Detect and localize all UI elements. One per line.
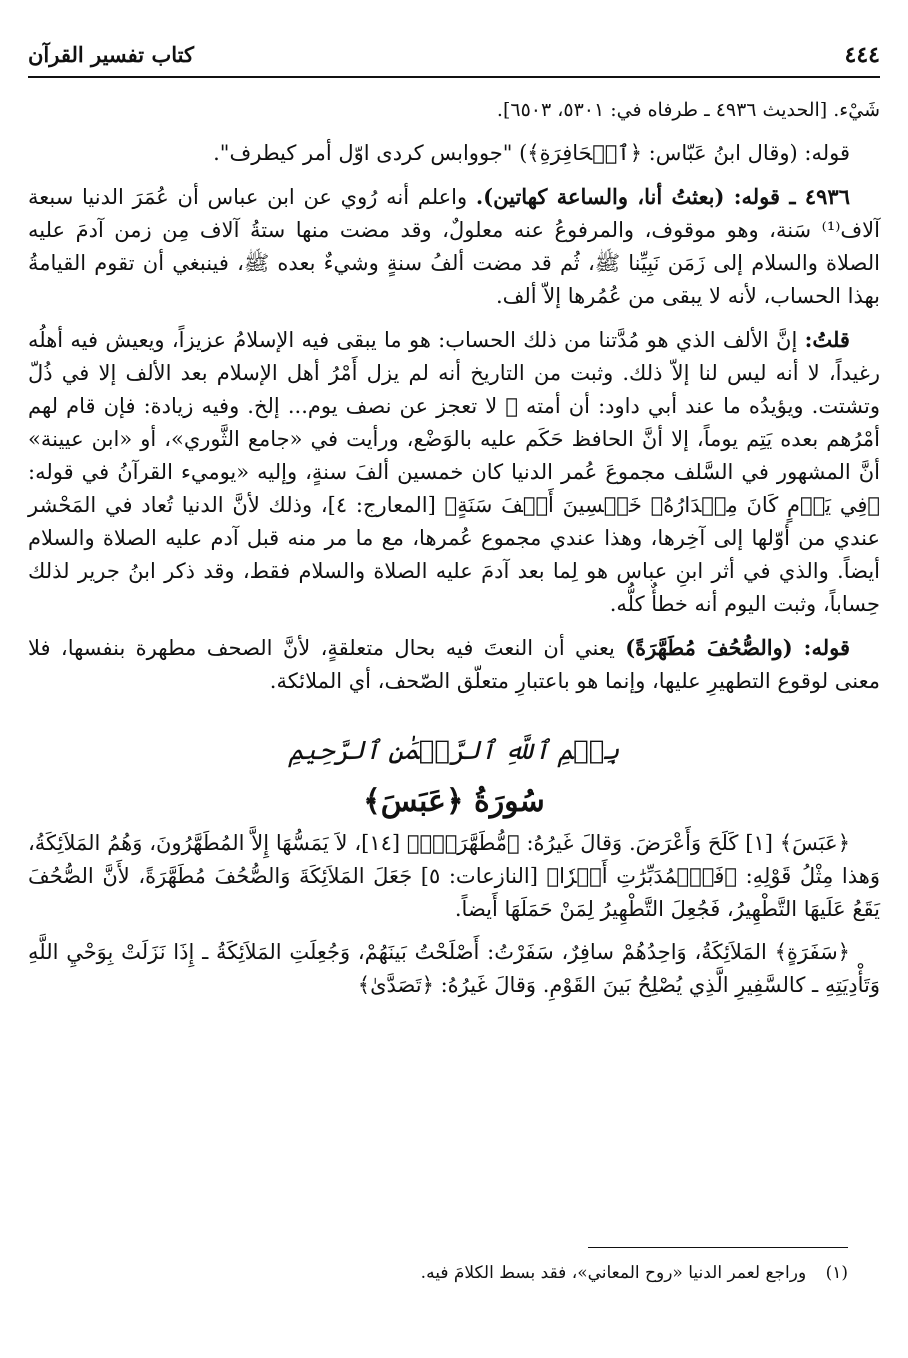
page-body (28, 94, 880, 1002)
surah-title: سُورَةُ ﴿عَبَسَ﴾ (363, 784, 545, 819)
footnote-number: (١) (825, 1263, 848, 1283)
document-page (28, 40, 880, 1012)
page-header (28, 40, 880, 78)
qultu-text: إنَّ الألف الذي هو مُدَّتنا من ذلك الحساب: هو ما يبقى فيه الإسلامُ عزيزاً، ويعيش فيه أهلُه رغيداً، لا أنه ليس لنا إلاّ ذلك. وثبت من التاريخ أنه لم يزل أَمْرُ أهل الإسلام بعد الألف إلا في ذُلّ وتشتت. ويؤيدُه ما عند أبي داود: أن أمته ﷺ لا تعجز عن نصف يوم... إلخ. وفيه زيادة: فإن قام لهم أمْرُهم بعده يَتِم يوماً، إلا أنَّ الحافظ حَكَم عليه بالوَضْع، ورأيت في «جامع الثَّوري»، أو «ابن عيينة» أنَّ المشهور في السَّلف مجموعَ عُمر الدنيا كان خمسين ألفَ سنةٍ، وإليه «يوميء القرآنُ في قوله: ﴿فِي يَوۡمٍ كَانَ مِقۡدَارُهُۥ خَمۡسِينَ أَلۡفَ سَنَةٍ﴾ [المعارج: ٤]، وذلك لأنَّ الدنيا تُعاد في المَحْشر عندي من أوّلها إلى آخِرها، وهذا عندي مجموع عُمرها، مع ما مر منه قبل آدم عليه الصلاة والسلام أيضاً. والذي في أثر ابنِ عباس هو لِما بعد آدمَ عليه الصلاة والسلام فقط، وقد ذكر ابنُ جرير لذلك حِساباً، وثبت اليوم أنه خطأٌ كلُّه. (28, 328, 880, 616)
paragraph-suhuf (28, 631, 880, 698)
paragraph-hafira-text: قوله: (وقال ابنُ عَبّاس: ﴿ٱلۡحَافِرَةِ﴾) "جووابس كردى اوّل أمر كيطرف". (213, 141, 850, 165)
suhuf-text: يعني أن النعتَ فيه بحال متعلقةٍ، لأنَّ الصحف مطهرة بنفسها، فلا معنى لوقوع التطهيرِ عليها، وإنما هو باعتبارِ متعلّق الصّحف، أي الملائكة. (28, 636, 880, 693)
basmala: بِسۡمِ ٱللَّهِ ٱلرَّحۡمَٰنِ ٱلرَّحِيمِ (288, 736, 620, 766)
paragraph-4936 (28, 180, 880, 313)
hadith-4936-heading: ٤٩٣٦ ـ قوله: (بعثتُ أنا، والساعة كهاتين). (475, 184, 850, 209)
footnote-text: وراجع لعمر الدنيا «روح المعاني»، فقد بسط الكلامَ فيه. (420, 1263, 807, 1283)
surah-paragraph-abasa (28, 827, 880, 926)
footnote (421, 1260, 848, 1286)
page-number: ٤٤٤ (844, 42, 880, 68)
surah-paragraph-safara-text: ﴿سَفَرَةٍ﴾ المَلاَئِكَةُ، وَاحِدُهُمْ سافِرٌ، سَفَرْتُ: أَصْلَحْتُ بَينَهُمْ، وَجُعِلَتِ المَلاَئِكَةُ ـ إِذَا نَزَلَتْ بِوَحْيِ اللَّهِ وَتَأْدِيَتِهِ ـ كالسَّفِيرِ الَّذِي يُصْلِحُ بَينَ القَوْمِ. وَقالَ غَيرُهُ: ﴿تَصَدَّىٰ﴾ (28, 940, 880, 997)
hadith-4936-text: واعلم أنه رُوي عن ابن عباس أن عُمَرَ الدنيا سبعة آلاف⁽¹⁾ سَنة، وهو موقوف، والمرفوعُ عنه معلولٌ، وقد مضت منها ستةُ آلاف مِن زمن آدمَ عليه الصلاة والسلام إلى زَمَن نَبِيِّنا ﷺ، ثُم قد مضت ألفُ سنةٍ وشيءٌ بعده ﷺ، فينبغي أن تقوم القيامةُ بهذا الحساب، لأنه لا يبقى من عُمُرها إلاّ ألف. (28, 185, 880, 308)
paragraph-hafira (28, 137, 880, 170)
paragraph-qultu (28, 323, 880, 621)
footnote-divider (588, 1247, 848, 1248)
hadith-reference-text: شَيْء. [الحديث ٤٩٣٦ ـ طرفاه في: ٥٣٠١، ٦٥٠٣]. (496, 99, 880, 121)
qultu-label: قلتُ: (804, 327, 850, 352)
surah-paragraph-abasa-text: ﴿عَبَسَ﴾ [١] كَلَحَ وَأَعْرَضَ. وَقالَ غَيرُهُ: ﴿مُّطَهَّرَةِۭ﴾ [١٤]، لاَ يَمَسُّهَا إِلاَّ المُطَهَّرُونَ، وَهُمُ المَلاَئِكَةُ، وَهذا مِثْلُ قَوْلِهِ: ﴿فَٱلۡمُدَبِّرَٰتِ أَمۡرٗا﴾ [النازعات: ٥] جَعَلَ المَلاَئِكَةَ وَالصُّحُفَ مُطَهَّرَةً، لأَنَّ الصُّحُفَ يَقَعُ عَلَيهَا التَّطْهِيرُ، فَجُعِلَ التَّطْهِيرُ لِمَنْ حَمَلَهَا أَيضاً. (28, 831, 880, 921)
running-title: كتاب تفسير القرآن (28, 42, 194, 67)
suhuf-label: قوله: (والصُّحُفَ مُطَهَّرَةً) (625, 635, 850, 660)
hadith-reference-line (28, 94, 880, 127)
surah-paragraph-safara (28, 936, 880, 1002)
